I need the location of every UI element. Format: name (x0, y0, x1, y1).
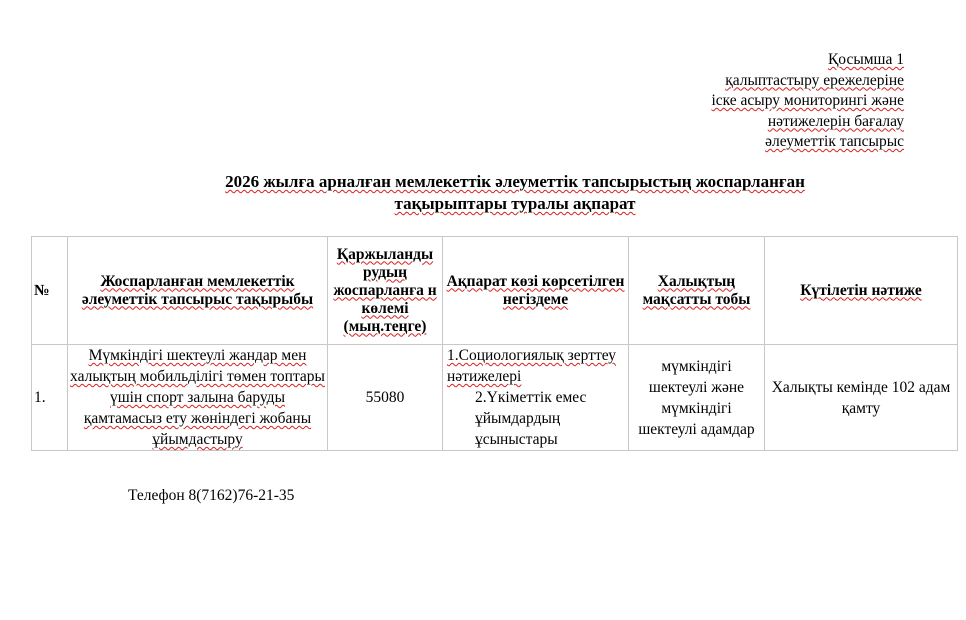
source-item-2: 2.Үкіметтік емес ұйымдардың ұсыныстары (475, 389, 587, 448)
appendix-line: қалыптастыру ережелеріне (725, 71, 904, 89)
appendix-line: Қосымша 1 (827, 51, 904, 68)
appendix-line: әлеуметтік тапсырыс (765, 133, 904, 150)
cell-source (443, 345, 629, 451)
title-line-2: тақырыптары туралы ақпарат (394, 194, 636, 213)
cell-target-group: мүмкіндігі шектеулі және мүмкіндігі шектеулі адамдар (629, 345, 765, 451)
document-title (100, 171, 930, 215)
cell-number: 1. (32, 345, 68, 451)
cell-funding: 55080 (328, 345, 443, 451)
appendix-line: нәтижелерін бағалау (767, 112, 904, 130)
header-expected-result: Күтілетін нәтиже (765, 237, 958, 345)
table-row (32, 345, 958, 451)
phone-number: Телефон 8(7162)76-21-35 (128, 487, 295, 504)
appendix-note (711, 50, 904, 153)
planned-topics-table (31, 236, 958, 451)
header-funding: Қаржыланды рудың жоспарланға н көлемі (мың.теңге) (328, 237, 443, 345)
header-number: № (32, 237, 68, 345)
appendix-line: іске асыру мониторингі және (711, 92, 904, 109)
header-source: Ақпарат көзі көрсетілген негіздеме (443, 237, 629, 345)
header-topic: Жоспарланған мемлекеттік әлеуметтік тапсырыс тақырыбы (68, 237, 328, 345)
cell-topic: Мүмкіндігі шектеулі жандар мен халықтың мобильділігі төмен топтары үшін спорт залына баруды қамтамасыз ету жөніндегі жобаны ұйымдастыру (68, 345, 328, 451)
source-item-1: 1.Социологиялық зерттеу нәтижелері (447, 347, 617, 385)
title-line-1: 2026 жылға арналған мемлекеттік әлеуметтік тапсырыстың жоспарланған (225, 172, 805, 191)
table-header-row (32, 237, 958, 345)
header-target-group: Халықтың мақсатты тобы (629, 237, 765, 345)
cell-expected-result: Халықты кемінде 102 адам қамту (765, 345, 958, 451)
